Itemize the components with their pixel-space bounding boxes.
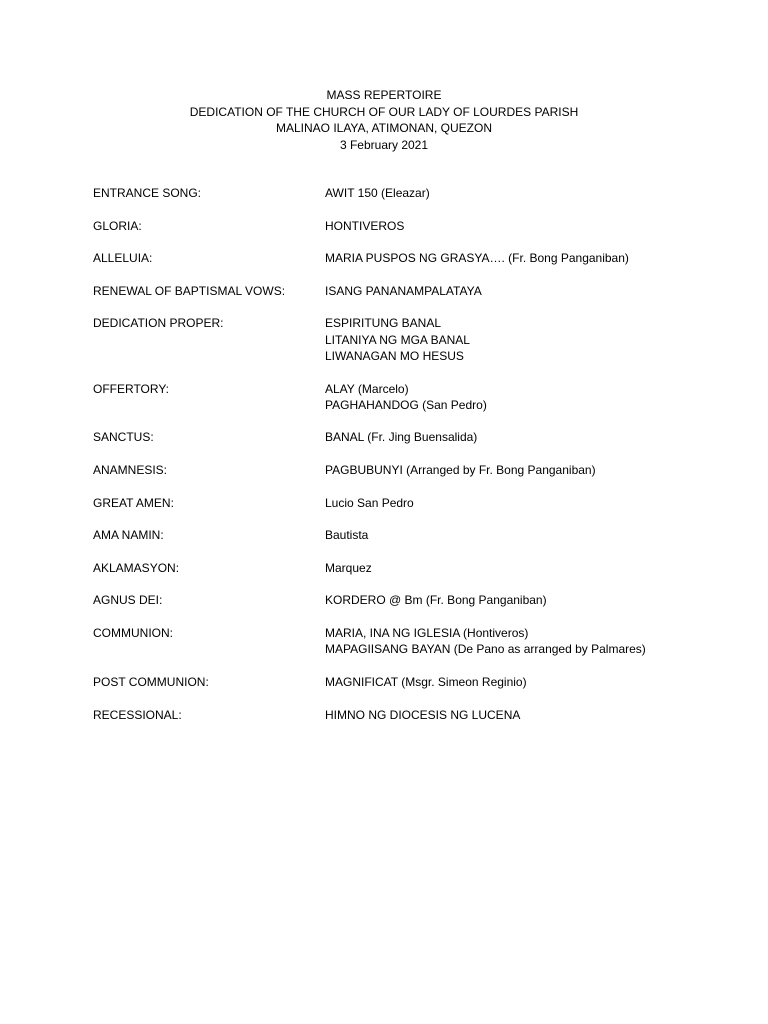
- repertoire-row: [93, 625, 713, 658]
- song-title: MAPAGIISANG BAYAN (De Pano as arranged by Palmares): [325, 642, 646, 657]
- part-label: AGNUS DEI:: [93, 593, 163, 608]
- song-title: ISANG PANANAMPALATAYA: [325, 283, 482, 298]
- song-list: [325, 462, 713, 478]
- repertoire-row: [93, 495, 713, 511]
- song-list: [325, 429, 713, 445]
- song-list: [325, 381, 713, 414]
- song-title: PAGHAHANDOG (San Pedro): [325, 397, 487, 412]
- repertoire-row: [93, 218, 713, 234]
- part-label: SANCTUS:: [93, 430, 154, 445]
- repertoire-row: [93, 283, 713, 299]
- header-title: MASS REPERTOIRE: [326, 88, 442, 102]
- song-list: [325, 250, 713, 266]
- song-list: [325, 283, 713, 299]
- song-title: PAGBUBUNYI (Arranged by Fr. Bong Panganiban): [325, 463, 596, 478]
- repertoire-row: [93, 185, 713, 201]
- part-label: POST COMMUNION:: [93, 674, 209, 689]
- part-label: RECESSIONAL:: [93, 707, 182, 722]
- repertoire-row: [93, 250, 713, 266]
- song-title: LITANIYA NG MGA BANAL: [325, 332, 470, 347]
- song-list: [325, 315, 713, 364]
- song-list: [325, 185, 713, 201]
- song-list: [325, 495, 713, 511]
- part-label: GREAT AMEN:: [93, 495, 174, 510]
- repertoire-row: [93, 560, 713, 576]
- header-date: 3 February 2021: [339, 137, 429, 152]
- song-list: [325, 527, 713, 543]
- song-title: KORDERO @ Bm (Fr. Bong Panganiban): [325, 593, 547, 608]
- part-label: AKLAMASYON:: [93, 560, 180, 575]
- part-label: ENTRANCE SONG:: [93, 186, 202, 200]
- part-label: DEDICATION PROPER:: [93, 316, 224, 331]
- song-title: ESPIRITUNG BANAL: [325, 316, 442, 331]
- song-title: Marquez: [325, 560, 372, 575]
- repertoire-row: [93, 381, 713, 414]
- song-list: [325, 625, 713, 658]
- repertoire-row: [93, 674, 713, 690]
- song-list: [325, 218, 713, 234]
- song-title: HIMNO NG DIOCESIS NG LUCENA: [325, 707, 521, 722]
- song-title: HONTIVEROS: [325, 218, 405, 233]
- song-title: Lucio San Pedro: [325, 495, 414, 510]
- song-title: BANAL (Fr. Jing Buensalida): [325, 430, 478, 445]
- part-label: AMA NAMIN:: [93, 528, 164, 543]
- part-label: ANAMNESIS:: [93, 463, 168, 478]
- song-list: [325, 674, 713, 690]
- song-list: [325, 592, 713, 608]
- song-title: MAGNIFICAT (Msgr. Simeon Reginio): [325, 674, 527, 689]
- repertoire-row: [93, 527, 713, 543]
- header-occasion: DEDICATION OF THE CHURCH OF OUR LADY OF LOURDES PARISH: [189, 104, 579, 119]
- song-title: MARIA, INA NG IGLESIA (Hontiveros): [325, 626, 529, 641]
- part-label: OFFERTORY:: [93, 381, 170, 396]
- song-title: LIWANAGAN MO HESUS: [325, 348, 464, 363]
- repertoire-row: [93, 315, 713, 364]
- part-label: GLORIA:: [93, 218, 142, 233]
- header-location: MALINAO ILAYA, ATIMONAN, QUEZON: [275, 121, 493, 135]
- part-label: RENEWAL OF BAPTISMAL VOWS:: [93, 283, 286, 298]
- song-title: MARIA PUSPOS NG GRASYA…. (Fr. Bong Panganiban): [325, 251, 629, 266]
- repertoire-row: [93, 462, 713, 478]
- document-header: [0, 87, 768, 153]
- part-label: COMMUNION:: [93, 626, 173, 641]
- repertoire-row: [93, 707, 713, 723]
- song-list: [325, 707, 713, 723]
- repertoire-row: [93, 429, 713, 445]
- song-title: ALAY (Marcelo): [325, 381, 409, 396]
- song-list: [325, 560, 713, 576]
- song-title: Bautista: [325, 528, 369, 543]
- repertoire-list: [93, 185, 713, 739]
- song-title: AWIT 150 (Eleazar): [325, 186, 430, 200]
- repertoire-row: [93, 592, 713, 608]
- part-label: ALLELUIA:: [93, 251, 153, 266]
